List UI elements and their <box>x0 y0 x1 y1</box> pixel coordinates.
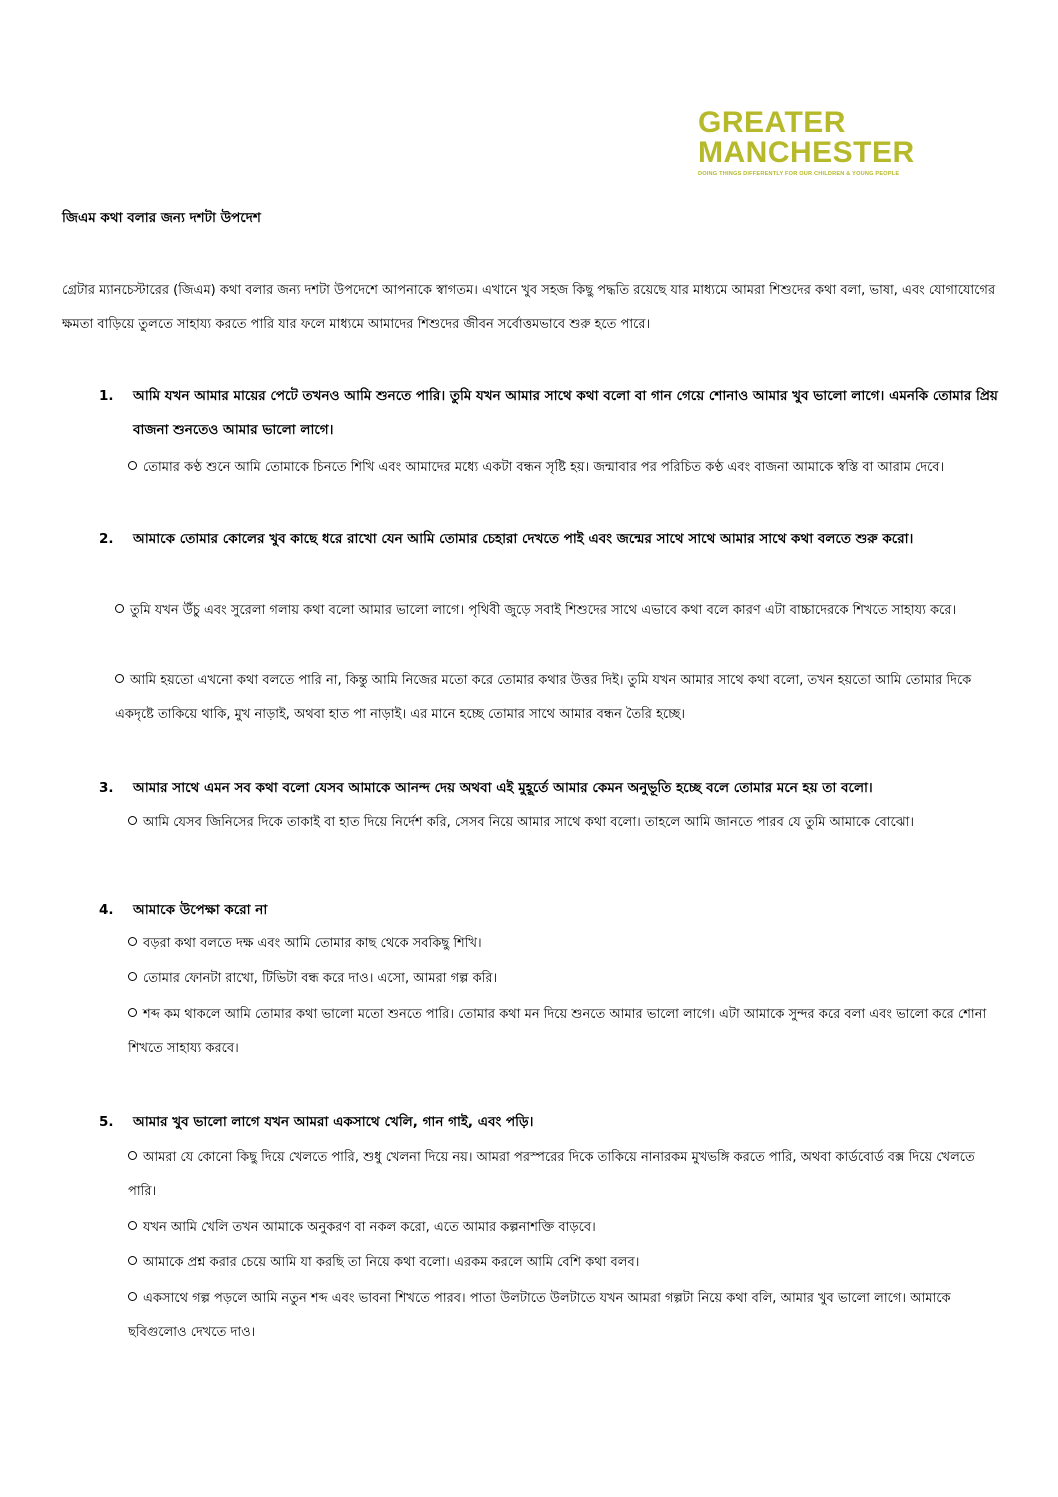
tip-4-number: 4. <box>99 902 114 918</box>
tip-3-text: আমার সাথে এমন সব কথা বলো যেসব আমাকে আনন্দ দেয় অথবা এই মুহূর্তে আমার কেমন অনুভূতি হচ্ছে বলে তোমার মনে হয় তা বলো। <box>133 780 873 796</box>
logo-tagline: DOING THINGS DIFFERENTLY FOR OUR CHILDREN & YOUNG PEOPLE <box>698 171 900 177</box>
bullet-icon <box>128 1256 137 1265</box>
tip-2-point-2 <box>115 664 985 732</box>
bullet-icon <box>128 1151 137 1160</box>
bullet-icon <box>128 1292 137 1301</box>
tip-4-point-3-text: শব্দ কম থাকলে আমি তোমার কথা ভালো মতো শুনতে পারি। তোমার কথা মন দিয়ে শুনতে আমার ভালো লাগে। এটা আমাকে সুন্দর করে বলা এবং ভালো করে শোনা শিখতে সাহায্য করবে। <box>128 1007 987 1056</box>
intro-paragraph: গ্রেটার ম্যানচেস্টারের (জিএম) কথা বলার জন্য দশটা উপদেশে আপনাকে স্বাগতম। এখানে খুব সহজ কিছু পদ্ধতি রয়েছে যার মাধ্যমে আমরা শিশুদের কথা বলা, ভাষা, এবং যোগাযোগের ক্ষমতা বাড়িয়ে তুলতে সাহায্য করতে পারি যার ফলে মাধ্যমে আমাদের শিশুদের জীবন সর্বোত্তমভাবে শুরু হতে পারে। <box>62 283 996 332</box>
tip-5-point-1-text: আমরা যে কোনো কিছু দিয়ে খেলতে পারি, শুধু খেলনা দিয়ে নয়। আমরা পরস্পরের দিকে তাকিয়ে নানারকম মুখভঙ্গি করতে পারি, অথবা কার্ডবোর্ড বক্স দিয়ে খেলতে পারি। <box>128 1150 975 1199</box>
tip-1-point-1-text: তোমার কণ্ঠ শুনে আমি তোমাকে চিনতে শিখি এবং আমাদের মধ্যে একটা বন্ধন সৃষ্টি হয়। জন্মাবার পর পরিচিত কণ্ঠ এবং বাজনা আমাকে স্বস্তি বা আরাম দেবে। <box>143 460 945 475</box>
bullet-icon <box>128 816 137 825</box>
tip-5-point-3 <box>128 1246 998 1280</box>
bullet-icon <box>115 604 124 613</box>
tip-2-title <box>99 522 1003 556</box>
bullet-icon <box>128 461 137 470</box>
tip-2-text: আমাকে তোমার কোলের খুব কাছে ধরে রাখো যেন আমি তোমার চেহারা দেখতে পাই এবং জন্মের সাথে সাথে আমার সাথে কথা বলতে শুরু করো। <box>133 531 914 547</box>
greater-manchester-logo <box>698 108 948 177</box>
tip-4-point-2-text: তোমার ফোনটা রাখো, টিভিটা বন্ধ করে দাও। এসো, আমরা গল্প করি। <box>143 971 498 986</box>
tip-4-point-2 <box>128 962 998 996</box>
tip-2-number: 2. <box>99 531 114 547</box>
tip-1-number: 1. <box>99 388 114 404</box>
tip-4-title <box>99 893 1003 927</box>
tip-5-point-4-text: একসাথে গল্প পড়লে আমি নতুন শব্দ এবং ভাবনা শিখতে পারব। পাতা উলটাতে উলটাতে যখন আমরা গল্পটা নিয়ে কথা বলি, আমার খুব ভালো লাগে। আমাকে ছবিগুলোও দেখতে দাও। <box>128 1291 951 1340</box>
tip-5-point-3-text: আমাকে প্রশ্ন করার চেয়ে আমি যা করছি তা নিয়ে কথা বলো। এরকম করলে আমি বেশি কথা বলব। <box>143 1255 640 1270</box>
bullet-icon <box>128 937 137 946</box>
tip-5-title <box>99 1105 1003 1139</box>
bullet-icon <box>115 674 124 683</box>
tip-3-point-1-text: আমি যেসব জিনিসের দিকে তাকাই বা হাত দিয়ে নির্দেশ করি, সেসব নিয়ে আমার সাথে কথা বলো। তাহলে আমি জানতে পারব যে তুমি আমাকে বোঝো। <box>143 815 915 830</box>
tip-4-point-1-text: বড়রা কথা বলতে দক্ষ এবং আমি তোমার কাছ থেকে সবকিছু শিখি। <box>143 936 482 951</box>
tip-1-text: আমি যখন আমার মায়ের পেটে তখনও আমি শুনতে পারি। তুমি যখন আমার সাথে কথা বলো বা গান গেয়ে শোনাও আমার খুব ভালো লাগে। এমনকি তোমার প্রিয় বাজনা শুনতেও আমার ভালো লাগে। <box>133 388 998 438</box>
tip-1-title <box>99 379 1003 447</box>
tip-3-number: 3. <box>99 780 114 796</box>
tip-5-point-2-text: যখন আমি খেলি তখন আমাকে অনুকরণ বা নকল করো, এতে আমার কল্পনাশক্তি বাড়বে। <box>143 1220 596 1235</box>
tip-5-point-2 <box>128 1211 998 1245</box>
tip-4-point-3 <box>128 998 998 1066</box>
tip-5-number: 5. <box>99 1114 114 1130</box>
tip-1-point-1 <box>128 451 998 485</box>
tip-5-point-1 <box>128 1141 998 1209</box>
tip-2-point-1 <box>115 594 985 628</box>
tip-2-point-1-text: তুমি যখন উঁচু এবং সুরেলা গলায় কথা বলো আমার ভালো লাগে। পৃথিবী জুড়ে সবাই শিশুদের সাথে এভাবে কথা বলে কারণ এটা বাচ্চাদেরকে শিখতে সাহায্য করে। <box>130 603 957 618</box>
logo-line-1: GREATER <box>698 106 846 139</box>
tip-3-title <box>99 771 1003 805</box>
document-title: জিএম কথা বলার জন্য দশটা উপদেশ <box>62 210 261 226</box>
logo-line-2: MANCHESTER <box>698 136 915 169</box>
tip-5-text: আমার খুব ভালো লাগে যখন আমরা একসাথে খেলি, গান গাই, এবং পড়ি। <box>133 1114 534 1130</box>
tip-4-text: আমাকে উপেক্ষা করো না <box>133 902 268 918</box>
tip-2-point-2-text: আমি হয়তো এখনো কথা বলতে পারি না, কিন্তু আমি নিজের মতো করে তোমার কথার উত্তর দিই। তুমি যখন আমার সাথে কথা বলো, তখন হয়তো আমি তোমার দিকে একদৃষ্টে তাকিয়ে থাকি, মুখ নাড়াই, অথবা হাত পা নাড়াই। এর মানে হচ্ছে তোমার সাথে আমার বন্ধন তৈরি হচ্ছে। <box>115 673 972 722</box>
tip-5-point-4 <box>128 1282 998 1350</box>
bullet-icon <box>128 1008 137 1017</box>
bullet-icon <box>128 1221 137 1230</box>
tip-3-point-1 <box>128 806 998 840</box>
tip-4-point-1 <box>128 927 998 961</box>
bullet-icon <box>128 972 137 981</box>
